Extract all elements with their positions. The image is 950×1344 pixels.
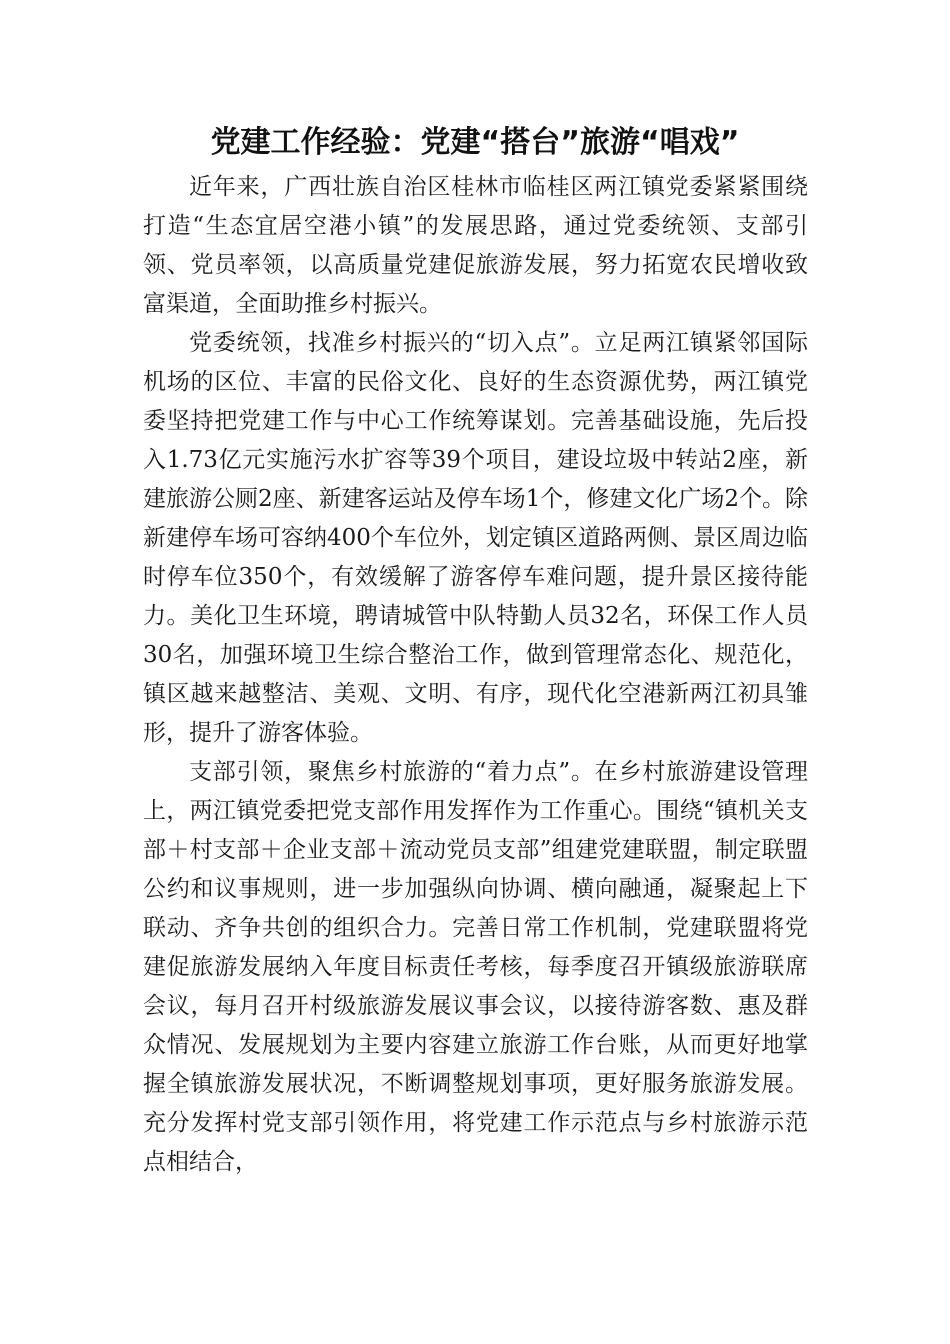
- paragraph-intro: 近年来，广西壮族自治区桂林市临桂区两江镇党委紧紧围绕打造“生态宜居空港小镇”的发展思路，通过党委统领、支部引领、党员率领，以高质量党建促旅游发展，努力拓宽农民增收致富渠道，全面助推乡村振兴。: [143, 174, 808, 317]
- document-body: [143, 168, 808, 1182]
- document-title: 党建工作经验：党建“搭台”旅游“唱戏”: [210, 125, 740, 160]
- paragraph-party-committee: 党委统领，找准乡村振兴的“切入点”。立足两江镇紧邻国际机场的区位、丰富的民俗文化、良好的生态资源优势，两江镇党委坚持把党建工作与中心工作统筹谋划。完善基础设施，先后投入1.73亿元实施污水扩容等39个项目，建设垃圾中转站2座，新建旅游公厕2座、新建客运站及停车场1个，修建文化广场2个。除新建停车场可容纳400个车位外，划定镇区道路两侧、景区周边临时停车位350个，有效缓解了游客停车难问题，提升景区接待能力。美化卫生环境，聘请城管中队特勤人员32名，环保工作人员30名，加强环境卫生综合整治工作，做到管理常态化、规范化，镇区越来越整洁、美观、文明、有序，现代化空港新两江初具雏形，提升了游客体验。: [143, 330, 808, 746]
- paragraph-branch-leadership: 支部引领，聚焦乡村旅游的“着力点”。在乡村旅游建设管理上，两江镇党委把党支部作用发挥作为工作重心。围绕“镇机关支部＋村支部＋企业支部＋流动党员支部”组建党建联盟，制定联盟公约和议事规则，进一步加强纵向协调、横向融通，凝聚起上下联动、齐争共创的组织合力。完善日常工作机制，党建联盟将党建促旅游发展纳入年度目标责任考核，每季度召开镇级旅游联席会议，每月召开村级旅游发展议事会议，以接待游客数、惠及群众情况、发展规划为主要内容建立旅游工作台账，从而更好地掌握全镇旅游发展状况，不断调整规划事项，更好服务旅游发展。充分发挥村党支部引领作用，将党建工作示范点与乡村旅游示范点相结合，: [143, 759, 808, 1175]
